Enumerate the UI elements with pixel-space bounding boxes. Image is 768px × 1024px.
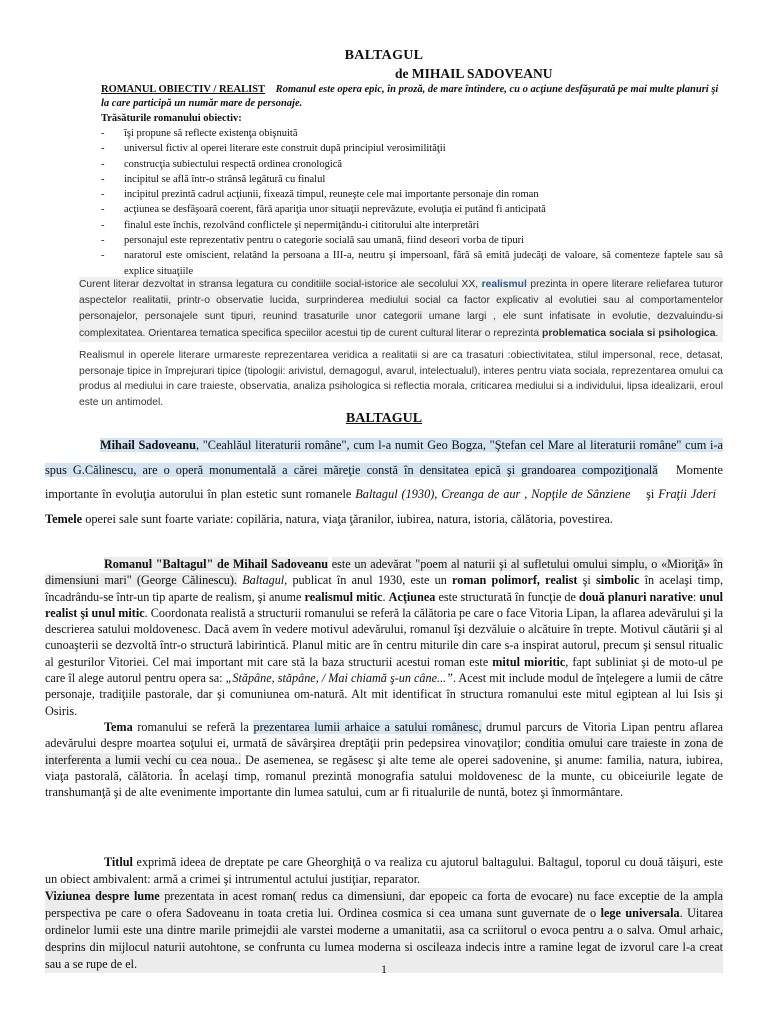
realism-text: Curent literar dezvoltat in stransa legatura cu conditiile social-istorice ale secolului XX, — [79, 279, 479, 290]
list-item: - incipitul se află într-o strânsă legătură cu finalul — [101, 172, 723, 187]
intro-novel-last: Fraţii Jderi — [658, 487, 717, 501]
intro-quote: , "Ceahlăul literaturii române", cum l-a numit Geo Bogza, "Ştefan cel Mare al literaturii române" cum i-a spus G.Călinescu, are o operă monumentală a cărei măreţie constă în densitatea epică şi grandoarea compoziţională — [45, 438, 724, 477]
intro-paragraph: Mihail Sadoveanu, "Ceahlăul literaturii române", cum l-a numit Geo Bogza, "Ştefan cel Mare al literaturii române" cum i-a spus G.Călinescu, are o operă monumentală a cărei măreţie constă în densitatea epică şi grandoarea compoziţională Momente importante în evoluţia autorului în plan estetic sunt romanele Baltagul (1930), Creanga de aur , Nopţile de Sânziene şi Fraţii Jderi Temele operei sale sunt foarte variate: copilăria, natura, viaţa ţăranilor, iubirea, natura, istoria, călătoria, povestirea. — [45, 438, 724, 526]
list-item: - personajul este reprezentativ pentru o categorie socială sau umană, fiind deseori vorba de tipuri — [101, 233, 723, 248]
section-title: BALTAGUL — [345, 411, 423, 426]
realism-keyword: realismul — [481, 279, 527, 290]
roman-definition — [101, 83, 723, 111]
traits-heading: Trăsăturile romanului obiectiv: — [101, 113, 242, 124]
realism-text: . — [715, 327, 719, 339]
roman-description: Romanul este opera epic, în proză, de mare întindere, cu o acţiune desfăşurată pe mai multe planuri şi la care participă un număr mare de personaje. — [101, 84, 719, 109]
page-number: 1 — [381, 962, 387, 976]
realism-definition — [79, 277, 723, 342]
document-author: de MIHAIL SADOVEANU — [395, 66, 553, 81]
themes-label: Temele — [45, 511, 83, 526]
realism-traits: Realismul in operele literare urmareste reprezentarea veridica a realitatii si are ca trasaturi :obiectivitatea, stilul impersonal, rece, detasat, personaje tipice in împrejurari tipice (tipologii: arivistul, demagogul, avarul, intelectualul), interes pentru viata sociala, reprezentarea omului ca produs al mediului in care traieste, observatia, analiza psihologica si reflectia morala, criticarea mediului si a individului, lipsa idealizarii, eroul este un antimodel. — [79, 350, 723, 408]
author-name: Mihail Sadoveanu — [100, 438, 196, 452]
title-vision-paragraphs — [45, 854, 723, 973]
intro-novels: Baltagul (1930), Creanga de aur , Nopţile de Sânziene — [355, 487, 631, 501]
viziune-paragraph: Viziunea despre lume prezentata in acest roman( redus ca dimensiuni, dar epopeic ca forta de evocare) nu face exceptie de la ampla perspectiva pe care o ofera Sadoveanu in toata cretia lui. Ordinea cosmica si cea umana sunt guvernate de o lege universala. Uitarea ordinelor lumii este una dintre marile primejdii ale varstei moderne a umanitatii, asa ca scriitorul o evoca pentru a o salva. Omul arhaic, desprins din mijlocul naturii autohtone, se confrunta cu lumea moderna si oscileaza indecis intre a ramine legat de izvorul care l-a creat sau a se rupe de el. — [45, 889, 724, 971]
realism-bold: problematica sociala si psihologica — [542, 327, 716, 339]
roman-paragraph: Romanul "Baltagul" de Mihail Sadoveanu este un adevărat "poem al naturii şi al sufletului omului simplu, o «Mioriţă» în dimensiuni mari" (George Călinescu). Baltagul, publicat în anul 1930, este un roman polimorf, realist şi simbolic în acelaşi timp, încadrându-se într-un tip aparte de realism, şi anume realismul mitic. Acţiunea este structurată în funcţie de două planuri narative: unul realist şi unul mitic. Coordonata realistă a structurii romanului se referă la călătoria pe care o face Vitoria Lipan, la aflarea adevărului şi la descrierea satului moldovenesc. Dacă avem în vedere motivul adevărului, romanul îşi dezvăluie o alcătuire în trepte. Motivul căutării şi al cunoaşterii se dezvoltă într-o structură labirintică. Planul mitic are în centru miturile din care s-a inspirat autorul, precum şi sensul ritualic al gesturilor Vitoriei. Cel mai important mit care stă la baza structurii acestui roman este mitul mioritic, fapt subliniat şi de moto-ul pe care îl alege autorul pentru opera sa: „Stăpâne, stăpâne, / Mai chiamă ş-un câne...”. Acest mit include modul de înţelegere a lumii de către personaje, tradiţiile pastorale, dar şi comuniunea om-natură. Alt mit identificat în structura romanului este mitul egiptean al lui Isis şi Osiris. — [45, 557, 724, 718]
intro-moments: Momente importante în evoluţia autorului în plan estetic sunt romanele — [45, 462, 723, 501]
roman-label: ROMANUL OBIECTIV / REALIST — [101, 84, 266, 95]
tema-paragraph: Tema romanului se referă la prezentarea lumii arhaice a satului românesc, drumul parcurs de Vitoria Lipan pentru aflarea adevărului despre moartea soţului ei, urmată de săvârşirea dreptăţii prin pedepsirea vinovaţilor; conditia omului care traieste in zona de interferenta a lumii vechi cu cea noua.. De asemenea, se regăsesc şi alte teme ale operei sadovenine, şi anume: familia, natura, iubirea, viaţa pastorală, călătoria. În acelaşi timp, romanul prezintă monografia satului moldovenesc de la munte, cu obiceiurile legate de transhumanţă şi de alte evenimente importante din lumea satului, cum ar fi ritualurile de nuntă, botez şi înmormântare. — [45, 719, 724, 800]
list-item: - universul fictiv al operei literare este construit după principiul verosimilităţii — [101, 141, 723, 156]
list-item: - incipitul prezintă cadrul acţiunii, fixează timpul, reuneşte cele mai importante personaje din roman — [101, 187, 723, 202]
list-item: - acţiunea se desfăşoară coerent, fără apariţia unor situaţii neprevăzute, evoluţia ei putând fi anticipată — [101, 202, 723, 217]
titlu-paragraph: Titlul exprimă ideea de dreptate pe care Gheorghiţă o va realiza cu ajutorul baltagului. Baltagul, toporul cu două tăişuri, este un obiect ambivalent: armă a crimei şi intrumentul actului justiţiar, reparator. — [45, 855, 723, 886]
list-item: - îşi propune să reflecte existenţa obişnuită — [101, 126, 723, 141]
realism-text: prezinta in opere literare reliefarea tuturor aspectelor realitatii, printr-o observatie lucida, surprinderea mediului social ca factor explicativ al evolutiei sau al comportamentelor personajelor, personajele sunt tipuri, reunind trasaturile unor categorii umane largi , ele sunt infatisate in evolutie, dezvaluindu-si complexitatea. Orientarea tematica specifica speciilor acestui tip de curent cultural literar o reprezinta — [79, 279, 723, 339]
roman-paragraphs — [45, 556, 723, 800]
list-item: - naratorul este omiscient, relatând la persoana a III-a, neutru şi impersoanl, fără să emită judecăţi de valoare, să comenteze faptele sau să explice situaţiile — [101, 248, 723, 279]
list-item: - finalul este închis, rezolvând conflictele şi nepermiţându-i cititorului alte interpretări — [101, 218, 723, 233]
document-title: BALTAGUL — [344, 48, 424, 63]
list-item: - construcţia subiectului respectă ordinea cronologică — [101, 157, 723, 172]
intro-themes: operei sale sunt foarte variate: copilăria, natura, viaţa ţăranilor, iubirea, natura, istoria, călătoria, povestirea. — [85, 511, 613, 526]
traits-list — [101, 126, 723, 279]
